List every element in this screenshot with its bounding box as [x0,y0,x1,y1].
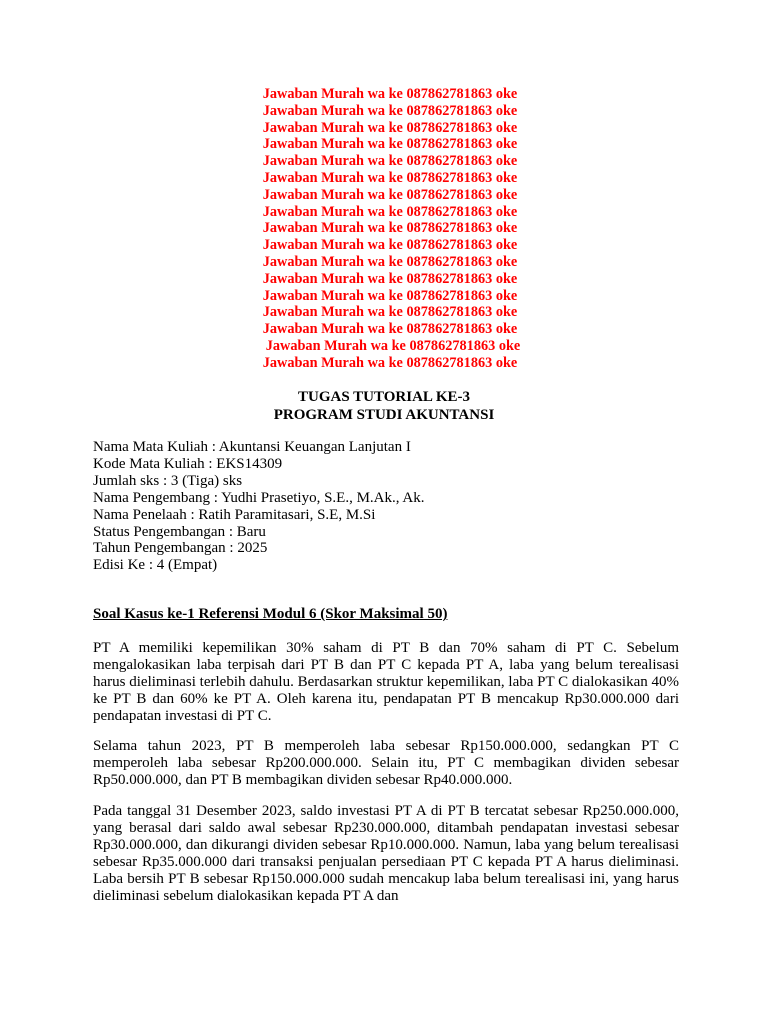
course-code: Kode Mata Kuliah : EKS14309 [93,455,283,472]
promo-line: Jawaban Murah wa ke 087862781863 oke [262,136,518,153]
course-name: Nama Mata Kuliah : Akuntansi Keuangan Lanjutan I [93,439,411,455]
promo-line: Jawaban Murah wa ke 087862781863 oke [262,220,518,237]
promo-line: Jawaban Murah wa ke 087862781863 oke [262,153,518,170]
promo-line: Jawaban Murah wa ke 087862781863 oke [262,321,518,338]
course-developer: Nama Pengembang : Yudhi Prasetiyo, S.E., M.Ak., Ak. [93,489,425,506]
promo-line: Jawaban Murah wa ke 087862781863 oke [262,102,518,119]
development-year: Tahun Pengembangan : 2025 [93,540,268,557]
document-title: TUGAS TUTORIAL KE-3 [298,389,470,405]
case-paragraph-1: PT A memiliki kepemilikan 30% saham di PT B dan 70% saham di PT C. Sebelum mengalokasikan laba terpisah dari PT B dan PT C kepada PT A, laba yang belum terealisasi harus dieliminasi terlebih dahulu. Berdasarkan struktur kepemilikan, laba PT C dialokasikan 40% ke PT B dan 60% ke PT A. Oleh karena itu, pendapatan PT B mencakup Rp30.000.000 dari pendapatan investasi di PT C. [93,640,679,724]
case-paragraph-2: Selama tahun 2023, PT B memperoleh laba sebesar Rp150.000.000, sedangkan PT C memperoleh laba sebesar Rp200.000.000. Selain itu, PT C membagikan dividen sebesar Rp50.000.000, dan PT B membagikan dividen sebesar Rp40.000.000. [93,738,679,788]
course-credits: Jumlah sks : 3 (Tiga) sks [93,472,243,489]
document-header [0,388,768,424]
edition: Edisi Ke : 4 (Empat) [93,557,218,574]
case-paragraph-3: Pada tanggal 31 Desember 2023, saldo investasi PT A di PT B tercatat sebesar Rp250.000.000, yang berasal dari saldo awal sebesar Rp230.000.000, ditambah pendapatan investasi sebesar Rp30.000.000, dan dikurangi dividen sebesar Rp10.000.000. Namun, laba yang belum terealisasi sebesar Rp35.000.000 dari transaksi penjualan persediaan PT C kepada PT A harus dieliminasi. Laba bersih PT B sebesar Rp150.000.000 sudah mencakup laba belum terealisasi ini, yang harus dieliminasi sebelum dialokasikan kepada PT A dan [93,803,679,904]
promo-line: Jawaban Murah wa ke 087862781863 oke [262,186,518,203]
promo-line: Jawaban Murah wa ke 087862781863 oke [262,169,518,186]
promo-line: Jawaban Murah wa ke 087862781863 oke [262,86,518,102]
promo-line: Jawaban Murah wa ke 087862781863 oke [262,237,518,254]
document-subtitle: PROGRAM STUDI AKUNTANSI [273,407,495,423]
promo-line: Jawaban Murah wa ke 087862781863 oke [262,304,518,321]
course-info [93,439,425,574]
promo-line: Jawaban Murah wa ke 087862781863 oke [262,354,518,371]
case-heading: Soal Kasus ke-1 Referensi Modul 6 (Skor Maksimal 50) [93,606,448,622]
promo-line: Jawaban Murah wa ke 087862781863 oke [262,270,518,287]
promo-line: Jawaban Murah wa ke 087862781863 oke [262,203,518,220]
course-reviewer: Nama Penelaah : Ratih Paramitasari, S.E, M.Si [93,506,376,523]
promo-line: Jawaban Murah wa ke 087862781863 oke [265,337,521,354]
promo-line: Jawaban Murah wa ke 087862781863 oke [262,119,518,136]
promo-line: Jawaban Murah wa ke 087862781863 oke [262,287,518,304]
promo-block [0,86,768,372]
development-status: Status Pengembangan : Baru [93,523,266,540]
promo-line: Jawaban Murah wa ke 087862781863 oke [262,253,518,270]
